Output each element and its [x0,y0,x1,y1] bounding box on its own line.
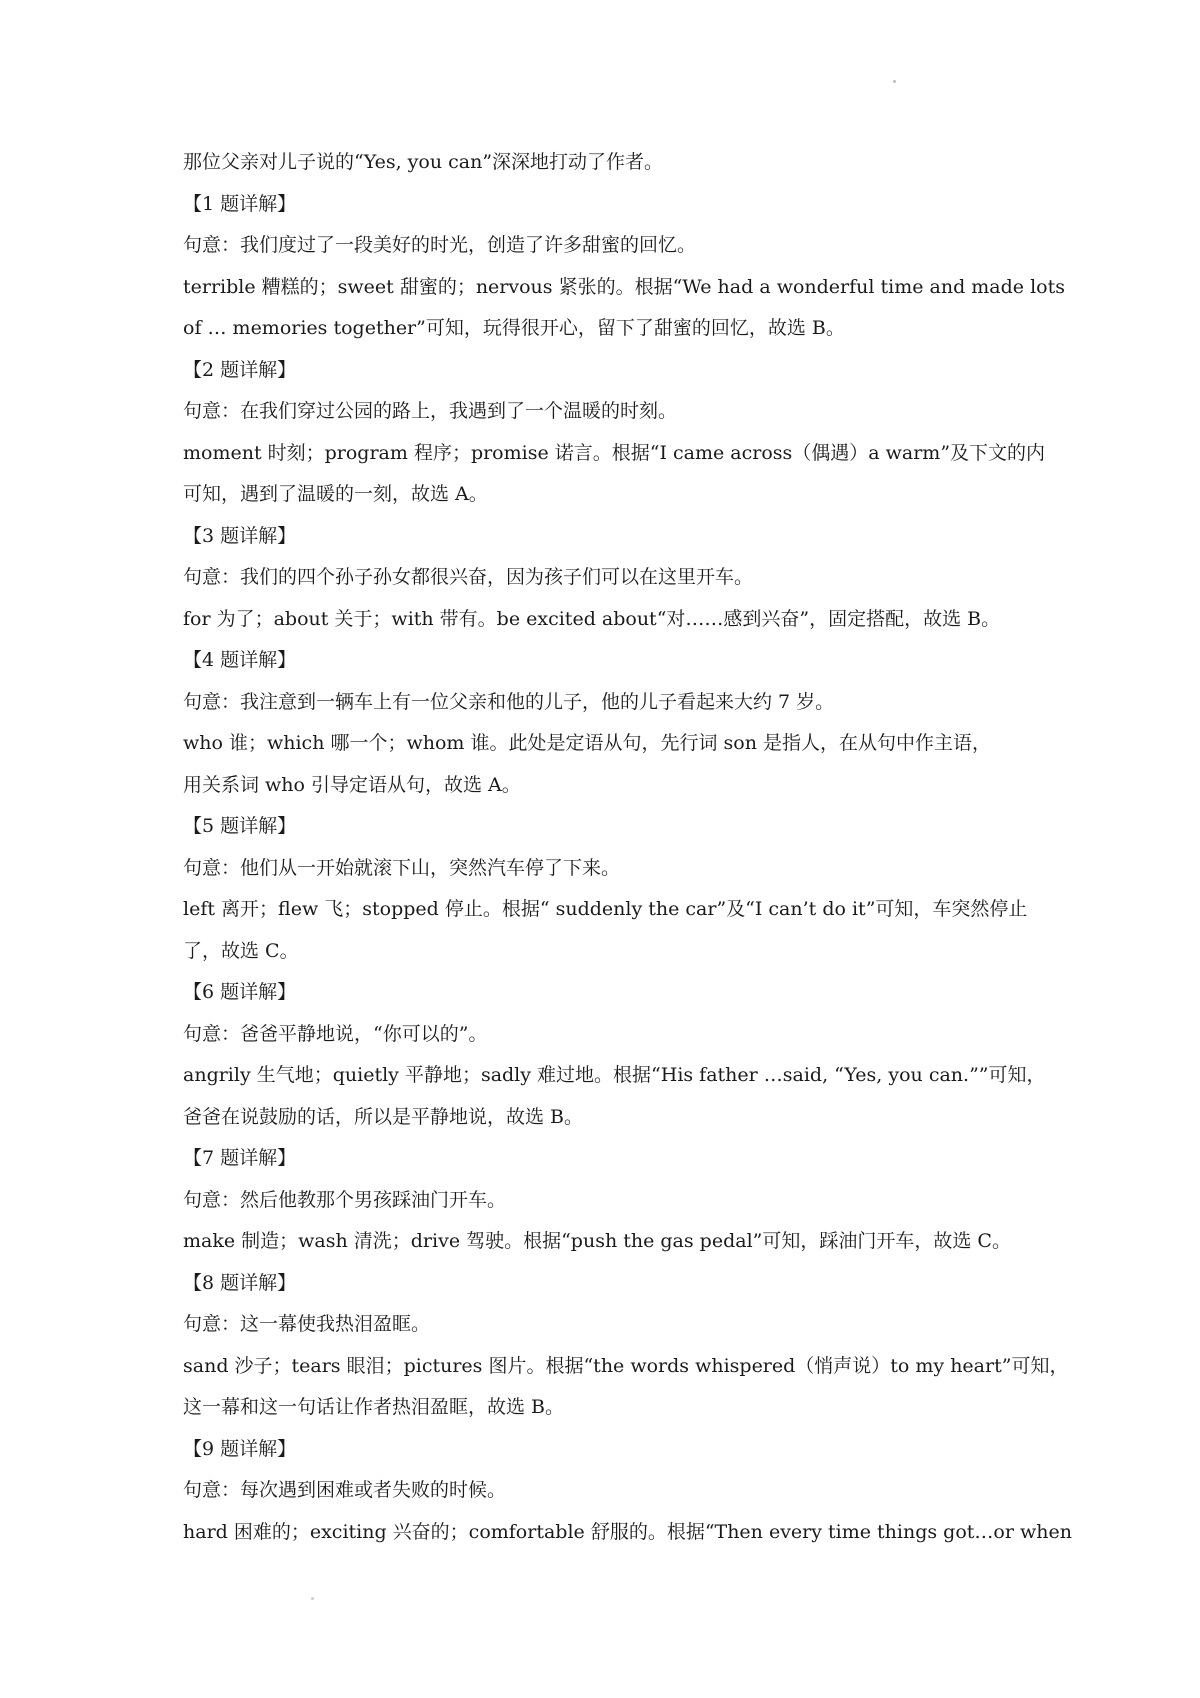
item-9-heading: 【9 题详解】 [183,1437,297,1460]
item-1-explanation-line-2: of … memories together”可知，玩得很开心，留下了甜蜜的回忆，故选 B。 [183,317,845,339]
item-7-heading: 【7 题详解】 [183,1147,297,1169]
item-5-explanation-line-1: left 离开；flew 飞；stopped 停止。根据“ suddenly the car”及“I can’t do it”可知，车突然停止 [183,898,1028,920]
document-body [183,142,1072,1553]
item-3-explanation-line-1: for 为了；about 关于；with 带有。be excited about“对……感到兴奋”，固定搭配，故选 B。 [183,607,1001,630]
item-1-explanation-line-1: terrible 糟糕的；sweet 甜蜜的；nervous 紧张的。根据“We had a wonderful time and made lots [183,275,1065,298]
item-8-heading: 【8 题详解】 [183,1271,297,1294]
item-7-explanation-line-1: make 制造；wash 清洗；drive 驾驶。根据“push the gas pedal”可知，踩油门开车，故选 C。 [183,1230,1011,1252]
item-1-meaning: 句意：我们度过了一段美好的时光，创造了许多甜蜜的回忆。 [183,234,697,256]
item-6-explanation-line-1: angrily 生气地；quietly 平静地；sadly 难过地。根据“His father …said, “Yes, you can.””可知， [183,1064,1046,1086]
item-9-meaning: 句意：每次遇到困难或者失败的时候。 [183,1479,507,1501]
item-5-meaning: 句意：他们从一开始就滚下山，突然汽车停了下来。 [183,856,621,879]
item-8-meaning: 句意：这一幕使我热泪盈眶。 [183,1313,431,1335]
item-8-explanation-line-2: 这一幕和这一句话让作者热泪盈眶，故选 B。 [183,1396,565,1418]
item-7-meaning: 句意：然后他教那个男孩踩油门开车。 [183,1188,507,1211]
item-6-heading: 【6 题详解】 [183,981,297,1003]
scan-speck [311,1597,314,1600]
item-2-heading: 【2 题详解】 [183,358,297,381]
item-5-heading: 【5 题详解】 [183,815,297,837]
item-6-explanation-line-2: 爸爸在说鼓励的话，所以是平静地说，故选 B。 [183,1105,584,1128]
item-3-meaning: 句意：我们的四个孙子孙女都很兴奋，因为孩子们可以在这里开车。 [183,566,754,588]
item-4-meaning: 句意：我注意到一辆车上有一位父亲和他的儿子，他的儿子看起来大约 7 岁。 [183,690,835,713]
item-9-explanation-line-1: hard 困难的；exciting 兴奋的；comfortable 舒服的。根据“Then every time things got…or when [183,1520,1072,1543]
item-2-meaning: 句意：在我们穿过公园的路上，我遇到了一个温暖的时刻。 [183,400,678,422]
item-4-explanation-line-2: 用关系词 who 引导定语从句，故选 A。 [183,773,521,796]
item-2-explanation-line-1: moment 时刻；program 程序；promise 诺言。根据“I came across（偶遇）a warm”及下文的内 [183,441,1046,464]
item-6-meaning: 句意：爸爸平静地说，“你可以的”。 [183,1022,488,1045]
item-2-explanation-line-2: 可知，遇到了温暖的一刻，故选 A。 [183,483,488,505]
item-3-heading: 【3 题详解】 [183,524,297,547]
item-1-heading: 【1 题详解】 [183,192,297,215]
item-8-explanation-line-1: sand 沙子；tears 眼泪；pictures 图片。根据“the words whispered（悄声说）to my heart”可知， [183,1354,1069,1377]
item-4-explanation-line-1: who 谁；which 哪一个；whom 谁。此处是定语从句，先行词 son 是指人，在从句中作主语， [183,732,991,754]
item-5-explanation-line-2: 了，故选 C。 [183,939,299,962]
intro-line: 那位父亲对儿子说的“Yes, you can”深深地打动了作者。 [183,151,664,173]
item-4-heading: 【4 题详解】 [183,649,297,671]
scan-speck [893,80,896,83]
